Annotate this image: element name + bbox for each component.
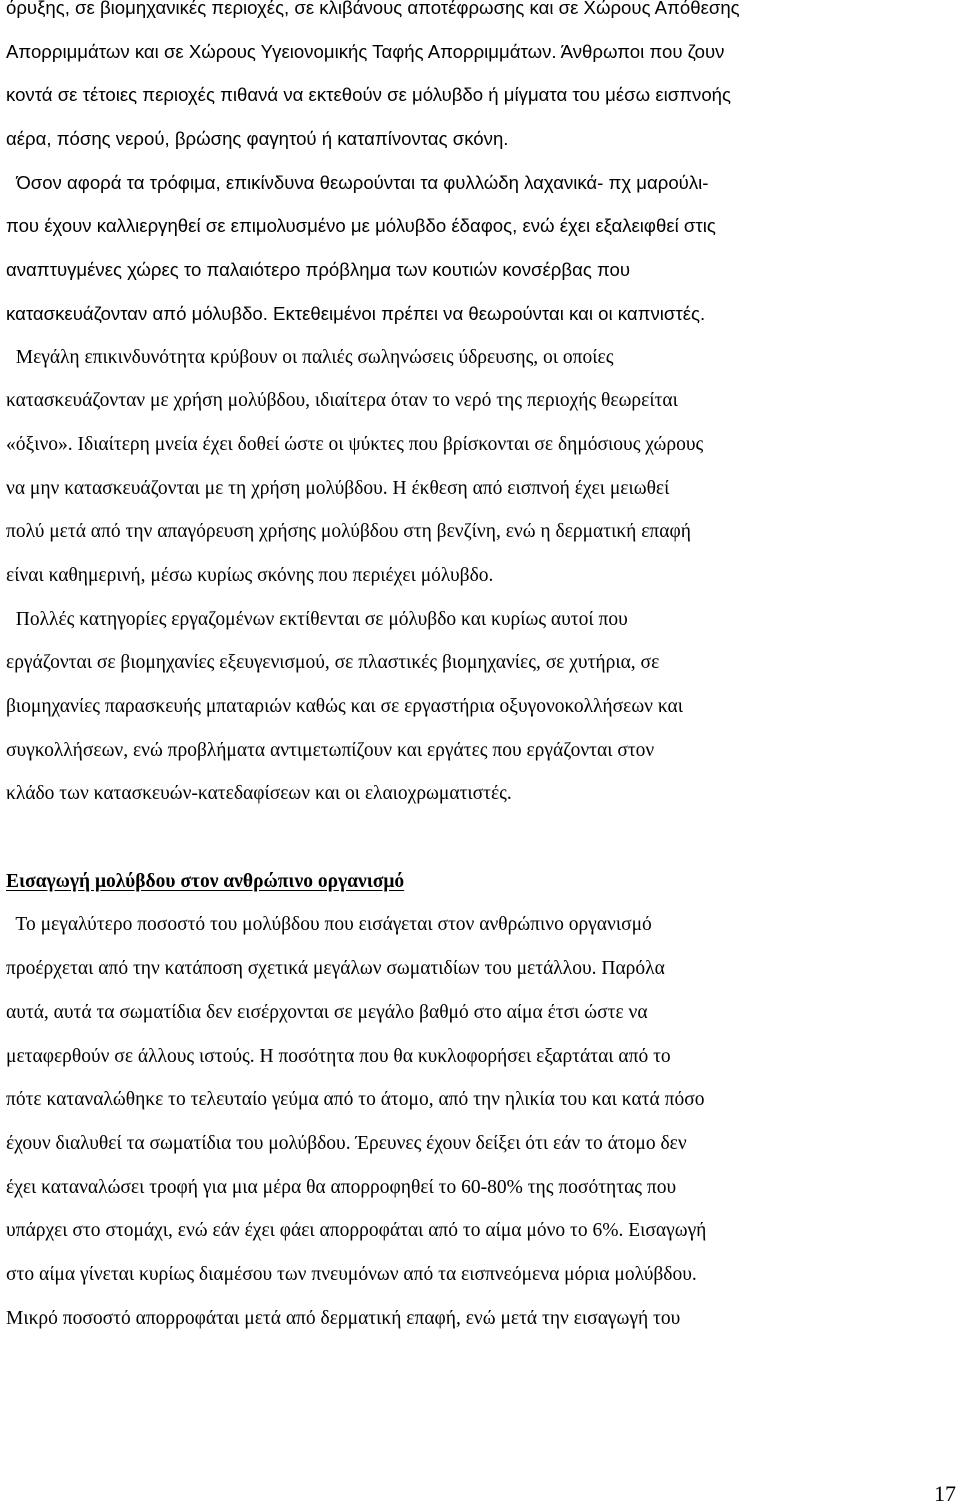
text-line: Απορριμμάτων και σε Χώρους Υγειονομικής Ταφής Απορριμμάτων. Άνθρωποι που ζουν xyxy=(6,40,725,62)
text-line: πολύ μετά από την απαγόρευση χρήσης μολύβδου στη βενζίνη, ενώ η δερματική επαφή xyxy=(6,521,691,543)
text-line: Όσον αφορά τα τρόφιμα, επικίνδυνα θεωρούνται τα φυλλώδη λαχανικά- πχ μαρούλι- xyxy=(6,171,709,193)
text-line: κατασκευάζονταν με χρήση μολύβδου, ιδιαίτερα όταν το νερό της περιοχής θεωρείται xyxy=(6,390,678,412)
text-line: συγκολλήσεων, ενώ προβλήματα αντιμετωπίζουν και εργάτες που εργάζονται στον xyxy=(6,739,655,761)
text-line: Πολλές κατηγορίες εργαζομένων εκτίθενται σε μόλυβδο και κυρίως αυτοί που xyxy=(6,608,628,630)
text-line: που έχουν καλλιεργηθεί σε επιμολυσμένο με μόλυβδο έδαφος, ενώ έχει εξαλειφθεί στις xyxy=(6,215,716,237)
text-line: αναπτυγμένες χώρες το παλαιότερο πρόβλημα των κουτιών κονσέρβας που xyxy=(6,259,631,281)
body-text xyxy=(6,0,954,1340)
text-line: προέρχεται από την κατάποση σχετικά μεγάλων σωματιδίων του μετάλλου. Παρόλα xyxy=(6,958,665,980)
text-line: «όξινο». Ιδιαίτερη μνεία έχει δοθεί ώστε οι ψύκτες που βρίσκονται σε δημόσιους χώρους xyxy=(6,433,704,455)
section-heading: Εισαγωγή μολύβδου στον ανθρώπινο οργανισμό xyxy=(6,870,405,892)
page-number: 17 xyxy=(934,1481,956,1506)
text-line: Μεγάλη επικινδυνότητα κρύβουν οι παλιές σωληνώσεις ύδρευσης, οι οποίες xyxy=(6,346,614,368)
text-line: κατασκευάζονταν από μόλυβδο. Εκτεθειμένοι πρέπει να θεωρούνται και οι καπνιστές. xyxy=(6,302,706,324)
text-line: να μην κατασκευάζονται με τη χρήση μολύβδου. Η έκθεση από εισπνοή έχει μειωθεί xyxy=(6,477,670,499)
text-line: αέρα, πόσης νερού, βρώσης φαγητού ή καταπίνοντας σκόνη. xyxy=(6,128,509,150)
text-line: αυτά, αυτά τα σωματίδια δεν εισέρχονται σε μεγάλο βαθμό στο αίμα έτσι ώστε να xyxy=(6,1001,648,1023)
text-line: έχουν διαλυθεί τα σωματίδια του μολύβδου. Έρευνες έχουν δείξει ότι εάν το άτομο δεν xyxy=(6,1132,687,1154)
text-line: πότε καταναλώθηκε το τελευταίο γεύμα από το άτομο, από την ηλικία του και κατά πόσο xyxy=(6,1089,705,1111)
text-line: υπάρχει στο στομάχι, ενώ εάν έχει φάει απορροφάται από το αίμα μόνο το 6%. Εισαγωγή xyxy=(6,1220,707,1242)
text-line: έχει καταναλώσει τροφή για μια μέρα θα απορροφηθεί το 60-80% της ποσότητας που xyxy=(6,1176,677,1198)
text-line: όρυξης, σε βιομηχανικές περιοχές, σε κλιβάνους αποτέφρωσης και σε Χώρους Απόθεσης xyxy=(6,0,740,18)
text-line: Μικρό ποσοστό απορροφάται μετά από δερματική επαφή, ενώ μετά την εισαγωγή του xyxy=(6,1307,681,1329)
text-line: κλάδο των κατασκευών-κατεδαφίσεων και οι ελαιοχρωματιστές. xyxy=(6,783,512,805)
text-line: μεταφερθούν σε άλλους ιστούς. Η ποσότητα που θα κυκλοφορήσει εξαρτάται από το xyxy=(6,1045,671,1067)
text-line: βιομηχανίες παρασκευής μπαταριών καθώς και σε εργαστήρια οξυγονοκολλήσεων και xyxy=(6,696,683,717)
text-line: κοντά σε τέτοιες περιοχές πιθανά να εκτεθούν σε μόλυβδο ή μίγματα του μέσω εισπνοής xyxy=(6,84,731,106)
paragraph-gap xyxy=(6,816,954,860)
text-line: είναι καθημερινή, μέσω κυρίως σκόνης που περιέχει μόλυβδο. xyxy=(6,564,494,586)
text-line: στο αίμα γίνεται κυρίως διαμέσου των πνευμόνων από τα εισπνεόμενα μόρια μολύβδου. xyxy=(6,1263,697,1285)
text-line: Το μεγαλύτερο ποσοστό του μολύβδου που εισάγεται στον ανθρώπινο οργανισμό xyxy=(6,914,652,936)
text-line: εργάζονται σε βιομηχανίες εξευγενισμού, σε πλαστικές βιομηχανίες, σε χυτήρια, σε xyxy=(6,652,660,674)
